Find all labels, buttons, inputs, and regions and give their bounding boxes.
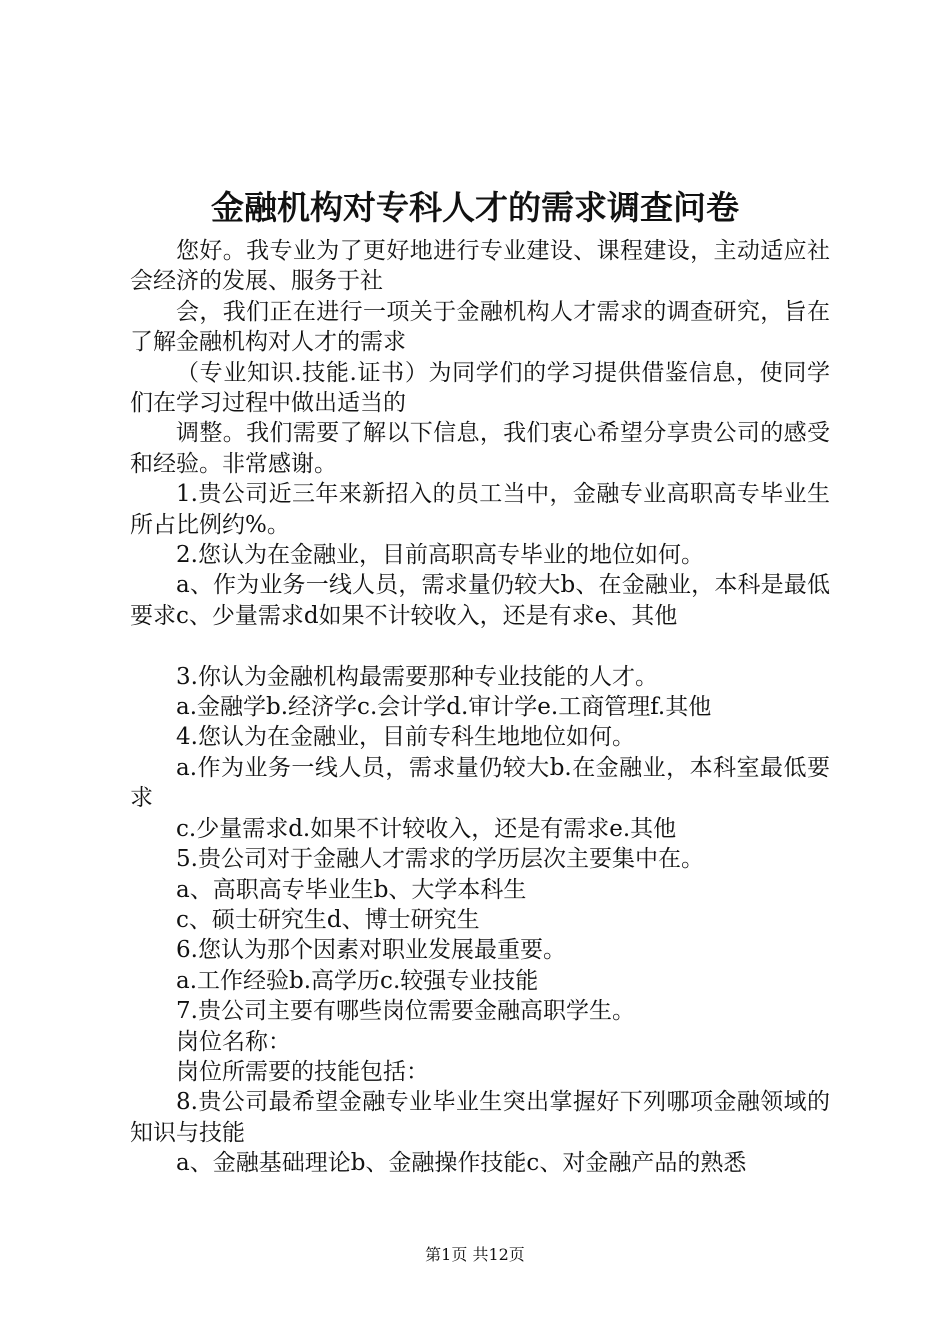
document-body <box>130 236 830 1179</box>
intro-paragraph-4: 调整。我们需要了解以下信息，我们衷心希望分享贵公司的感受和经验。非常感谢。 <box>130 420 830 477</box>
intro-paragraph-2: 会，我们正在进行一项关于金融机构人才需求的调查研究，旨在了解金融机构对人才的需求 <box>130 298 830 356</box>
question-7-position-name: 岗位名称： <box>176 1028 291 1055</box>
question-4-options-2: c.少量需求d.如果不计较收入，还是有需求e.其他 <box>176 815 677 842</box>
intro-paragraph-3: （专业知识.技能.证书）为同学们的学习提供借鉴信息，使同学们在学习过程中做出适当的 <box>130 359 830 417</box>
question-6-options: a.工作经验b.高学历c.较强专业技能 <box>176 967 539 994</box>
question-8-options: a、金融基础理论b、金融操作技能c、对金融产品的熟悉 <box>176 1150 747 1177</box>
question-2: 2.您认为在金融业，目前高职高专毕业的地位如何。 <box>176 542 704 569</box>
question-5-options-2: c、硕士研究生d、博士研究生 <box>176 906 480 933</box>
question-2-options: a、作为业务一线人员，需求量仍较大b、在金融业，本科是最低要求c、少量需求d如果不计较收入，还是有求e、其他 <box>130 572 830 629</box>
question-5: 5.贵公司对于金融人才需求的学历层次主要集中在。 <box>176 846 704 873</box>
page-number-footer: 第1页 共12页 <box>425 1245 525 1264</box>
question-1: 1.贵公司近三年来新招入的员工当中，金融专业高职高专毕业生所占比例约%。 <box>130 481 830 538</box>
document-title: 金融机构对专科人才的需求调查问卷 <box>211 188 739 227</box>
question-4: 4.您认为在金融业，目前专科生地地位如何。 <box>176 724 635 751</box>
question-7-position-skills: 岗位所需要的技能包括： <box>176 1058 429 1085</box>
question-4-options-1: a.作为业务一线人员，需求量仍较大b.在金融业，本科室最低要求 <box>130 754 830 812</box>
question-3: 3.你认为金融机构最需要那种专业技能的人才。 <box>176 663 658 690</box>
question-3-options: a.金融学b.经济学c.会计学d.审计学e.工商管理f.其他 <box>176 694 712 721</box>
question-6: 6.您认为那个因素对职业发展最重要。 <box>176 937 566 964</box>
intro-paragraph-1: 您好。我专业为了更好地进行专业建设、课程建设，主动适应社会经济的发展、服务于社 <box>130 238 830 295</box>
question-5-options-1: a、高职高专毕业生b、大学本科生 <box>176 876 527 903</box>
question-8: 8.贵公司最希望金融专业毕业生突出掌握好下列哪项金融领域的知识与技能 <box>130 1089 830 1146</box>
question-7: 7.贵公司主要有哪些岗位需要金融高职学生。 <box>176 998 635 1025</box>
